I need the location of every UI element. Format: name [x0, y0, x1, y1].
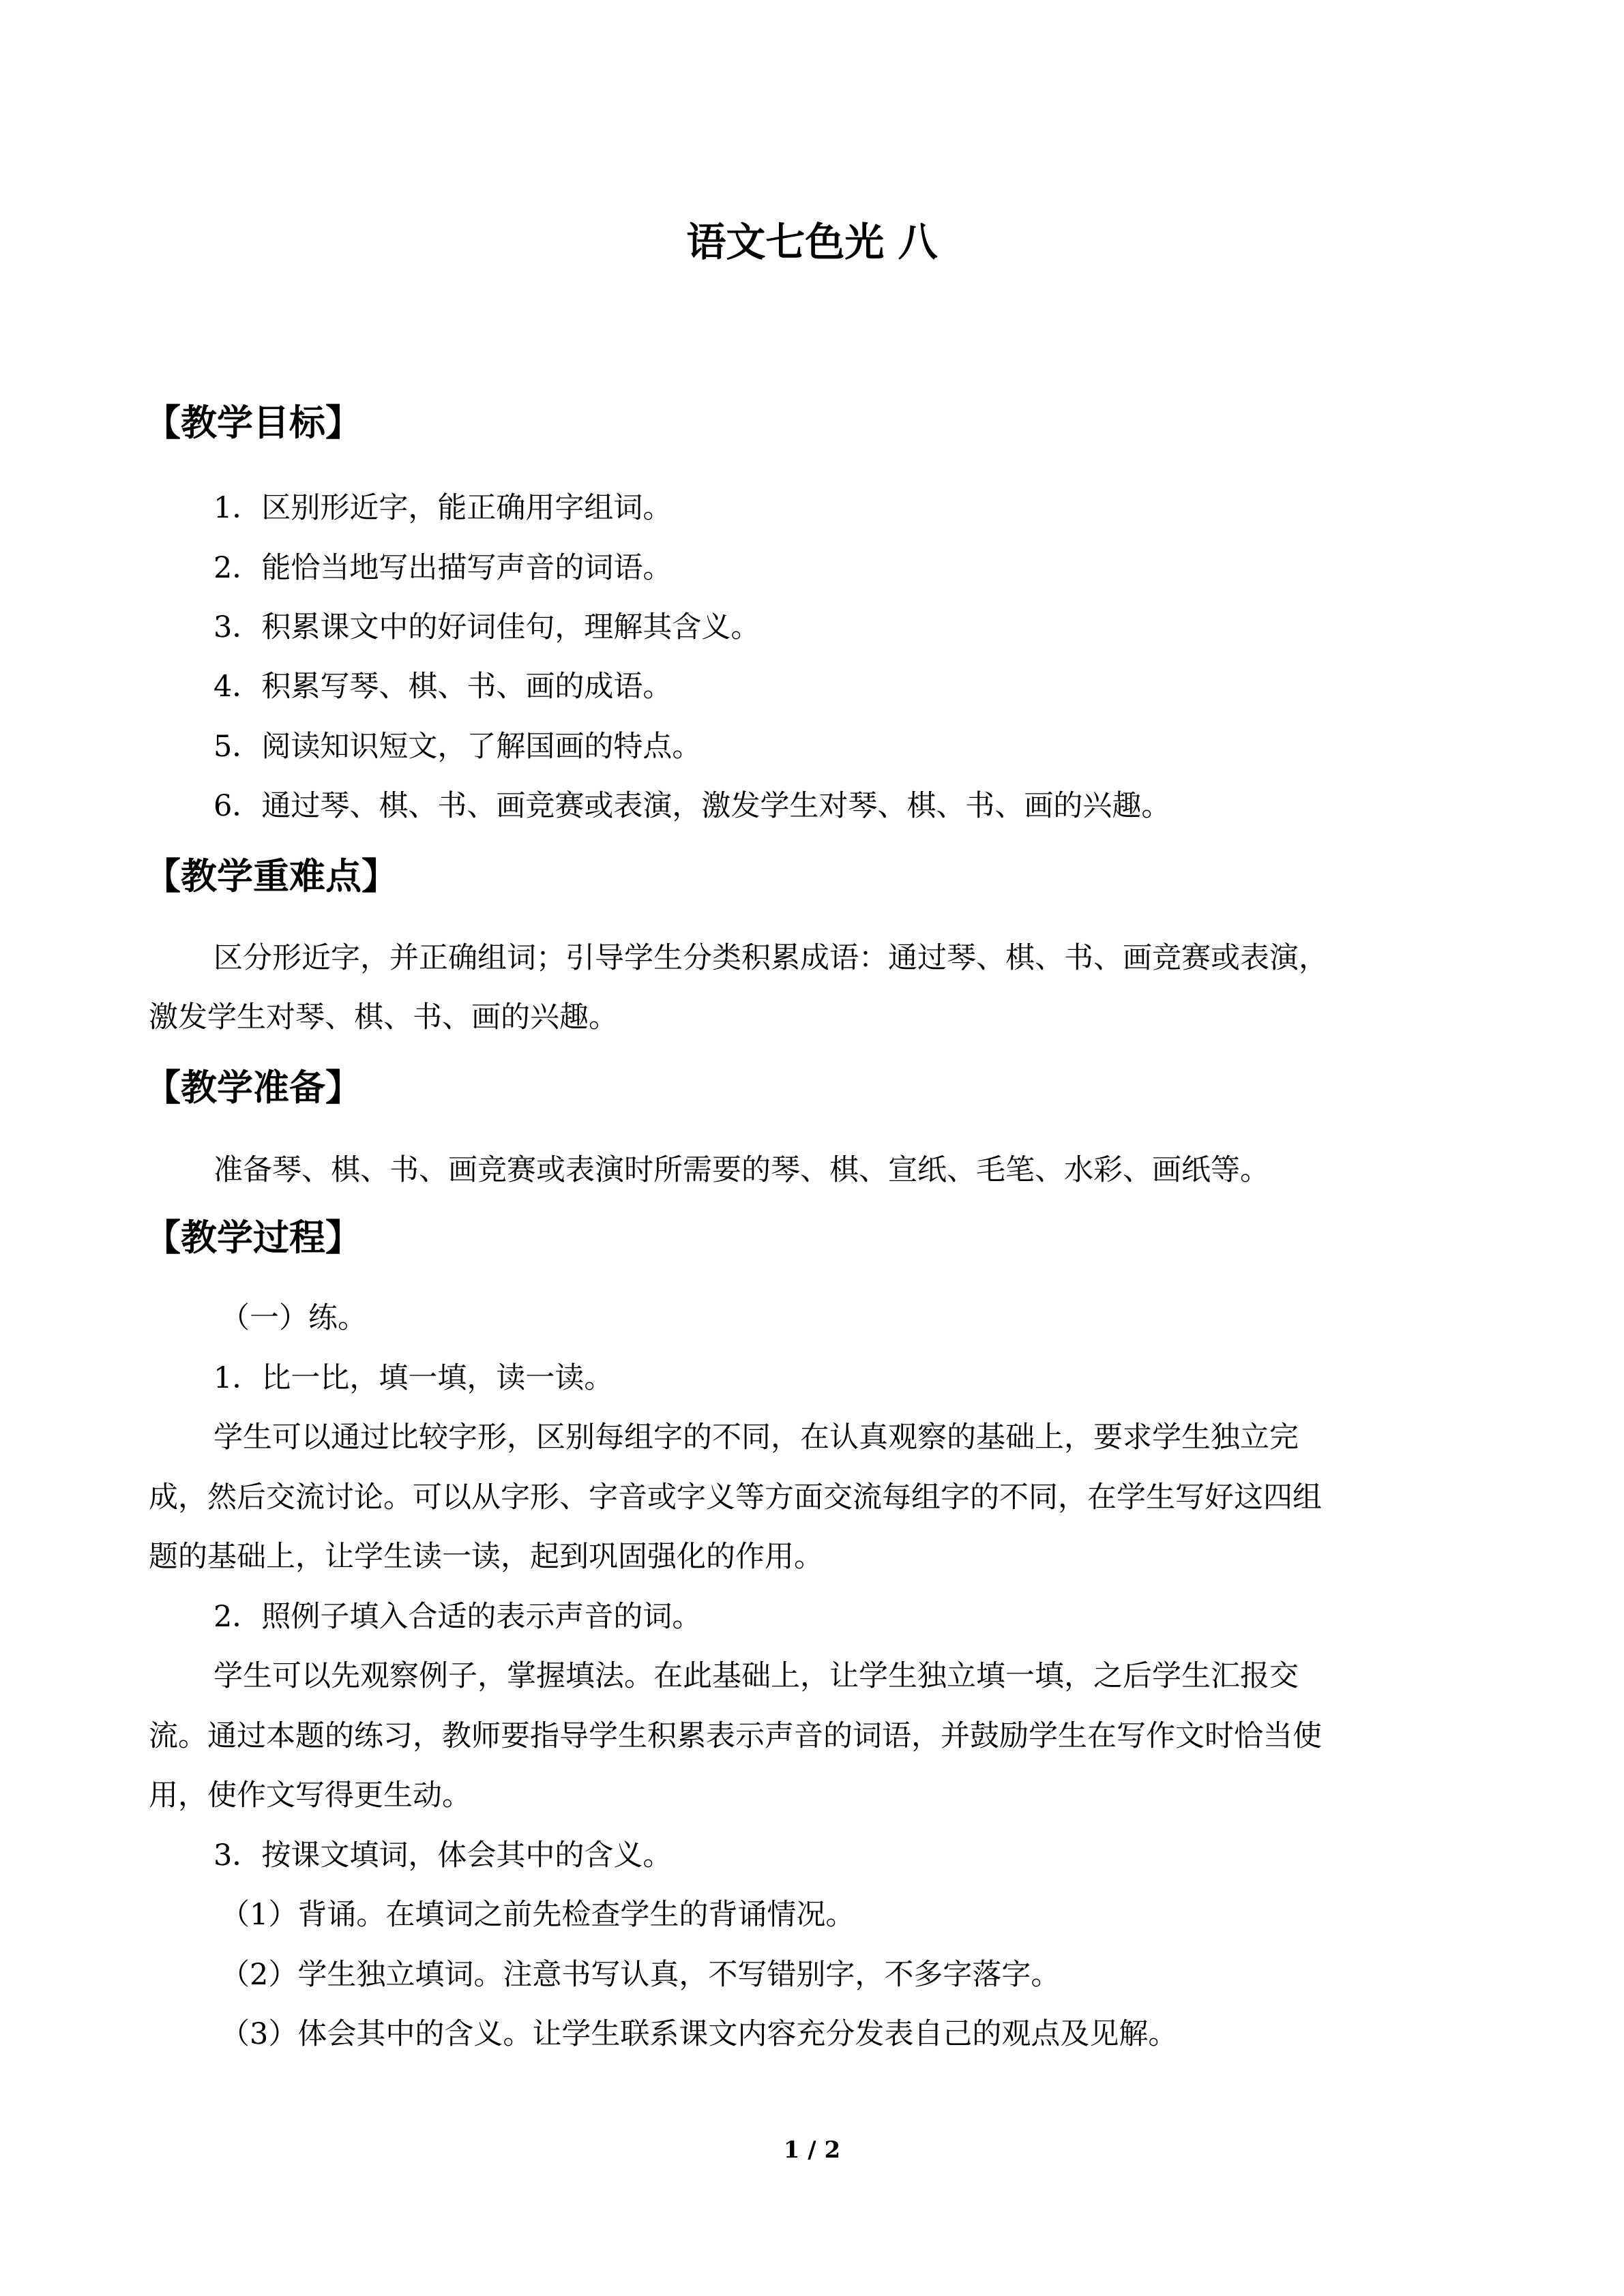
goal-item: 6．通过琴、棋、书、画竞赛或表演，激发学生对琴、棋、书、画的兴趣。 [213, 789, 1171, 823]
process-line: 学生可以先观察例子，掌握填法。在此基础上，让学生独立填一填，之后学生汇报交 [213, 1659, 1299, 1693]
section-heading-process: 【教学过程】 [145, 1217, 361, 1259]
page-number: 1 / 2 [783, 2136, 841, 2164]
keypoints-paragraph-line: 区分形近字，并正确组词；引导学生分类积累成语：通过琴、棋、书、画竞赛或表演， [213, 941, 1328, 975]
process-line: （2）学生独立填词。注意书写认真，不写错别字，不多字落字。 [220, 1958, 1061, 1992]
goal-item: 1．区别形近字，能正确用字组词。 [213, 491, 673, 525]
section-heading-goals: 【教学目标】 [145, 402, 361, 444]
section-heading-keypoints: 【教学重难点】 [145, 855, 398, 897]
process-line: 用，使作文写得更生动。 [149, 1778, 471, 1813]
process-line: 成，然后交流讨论。可以从字形、字音或字义等方面交流每组字的不同，在学生写好这四组 [149, 1480, 1322, 1515]
process-line: （1）背诵。在填词之前先检查学生的背诵情况。 [220, 1898, 855, 1932]
goal-item: 2．能恰当地写出描写声音的词语。 [213, 551, 673, 585]
process-line: （3）体会其中的含义。让学生联系课文内容充分发表自己的观点及见解。 [220, 2017, 1178, 2051]
page-title: 语文七色光 八 [686, 219, 938, 265]
process-line: 学生可以通过比较字形，区别每组字的不同，在认真观察的基础上，要求学生独立完 [213, 1420, 1299, 1455]
keypoints-paragraph-line: 激发学生对琴、棋、书、画的兴趣。 [149, 1000, 618, 1034]
prep-paragraph-line: 准备琴、棋、书、画竞赛或表演时所需要的琴、棋、宣纸、毛笔、水彩、画纸等。 [213, 1153, 1269, 1187]
process-line: 题的基础上，让学生读一读，起到巩固强化的作用。 [149, 1540, 823, 1574]
process-line: 流。通过本题的练习，教师要指导学生积累表示声音的词语，并鼓励学生在写作文时恰当使 [149, 1719, 1322, 1753]
goal-item: 4．积累写琴、棋、书、画的成语。 [213, 670, 673, 704]
goal-item: 5．阅读知识短文，了解国画的特点。 [213, 730, 702, 764]
process-line: 2．照例子填入合适的表示声音的词。 [213, 1600, 702, 1634]
goal-item: 3．积累课文中的好词佳句，理解其含义。 [213, 610, 761, 644]
process-line: 3．按课文填词，体会其中的含义。 [213, 1838, 673, 1873]
section-heading-prep: 【教学准备】 [145, 1067, 361, 1109]
process-line: 1．比一比，填一填，读一读。 [213, 1361, 614, 1395]
process-line: （一）练。 [220, 1301, 367, 1335]
